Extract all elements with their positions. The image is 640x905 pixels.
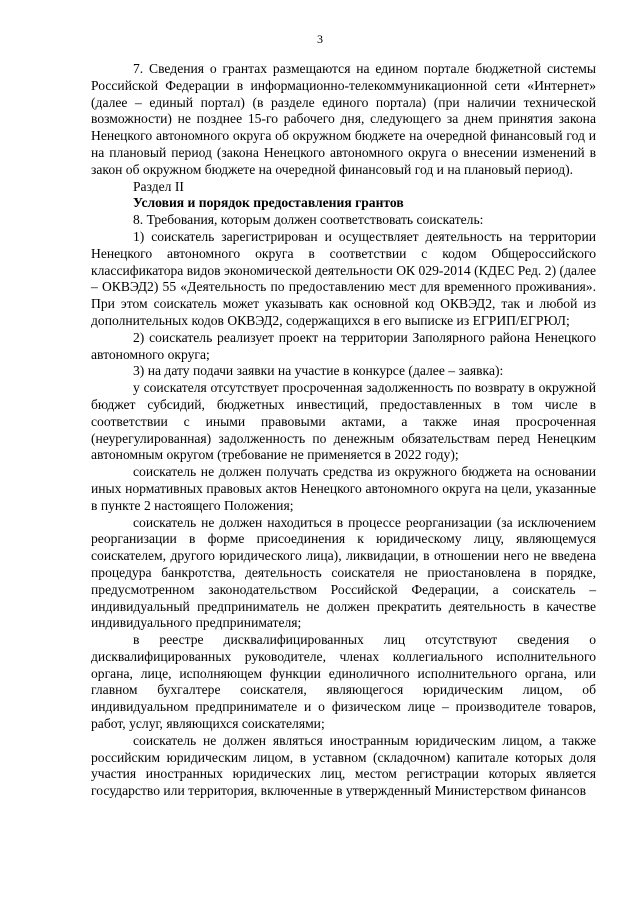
paragraph: соискатель не должен находиться в процессе реорганизации (за исключением реорганизации в форме присоединения к юридическому лицу, являющемуся соискателем, другого юридического лица), ликвидации, в отношении него не введена процедура банкротства, деятельность соискателя не приостановлена в порядке, предусмотренном законодательством Российской Федерации, а соискатель – индивидуальный предприниматель не должен прекратить деятельность в качестве индивидуального предпринимателя; <box>91 514 596 631</box>
paragraph: 1) соискатель зарегистрирован и осуществляет деятельность на территории Ненецкого автономного округа в соответствии с кодом Общероссийского классификатора видов экономической деятельности ОК 029-2014 (КДЕС Ред. 2) (далее – ОКВЭД2) 55 «Деятельность по предоставлению мест для временного проживания». При этом соискатель может указывать как основной код ОКВЭД2, так и любой из дополнительных кодов ОКВЭД2, содержащихся в его выписке из ЕГРИП/ЕГРЮЛ; <box>91 228 596 328</box>
paragraph: 8. Требования, которым должен соответствовать соискатель: <box>133 212 484 228</box>
section-label: Раздел II <box>133 178 184 194</box>
paragraph-7: 7. Сведения о грантах размещаются на едином портале бюджетной системы Российской Федерации в информационно-телекоммуникационной сети «Интернет» (далее – единый портал) (в разделе единого портала) (при наличии технической возможности) не позднее 15-го рабочего дня, следующего за днем принятия закона Ненецкого автономного округа об окружном бюджете на очередной финансовый год и на плановый период (закона Ненецкого автономного округа о внесении изменений в закон об окружном бюджете на очередной финансовый год и на плановый период). <box>91 61 596 177</box>
section-title: Условия и порядок предоставления грантов <box>133 195 404 211</box>
paragraph: 3) на дату подачи заявки на участие в конкурсе (далее – заявка): <box>133 363 504 379</box>
paragraph: соискатель не должен являться иностранным юридическим лицом, а также российским юридическим лицом, в уставном (складочном) капитале которых доля участия иностранных юридических лиц, местом регистрации которых является государство или территория, включенные в утвержденный Министерством финансов <box>91 732 596 799</box>
document-body <box>91 61 596 800</box>
paragraph: у соискателя отсутствует просроченная задолженность по возврату в окружной бюджет субсидий, бюджетных инвестиций, предоставленных в том числе в соответствии с иными правовыми актами, а также иная просроченная (неурегулированная) задолженность по денежным обязательствам перед Ненецким автономным округом (требование не применяется в 2022 году); <box>91 380 596 463</box>
paragraph: соискатель не должен получать средства из окружного бюджета на основании иных нормативных правовых актов Ненецкого автономного округа на цели, указанные в пункте 2 настоящего Положения; <box>91 464 596 513</box>
page-number: 3 <box>317 32 323 46</box>
paragraph: в реестре дисквалифицированных лиц отсутствуют сведения о дисквалифицированных руководителе, членах коллегиального исполнительного органа, лице, исполняющем функции единоличного исполнительного органа, или главном бухгалтере соискателя, являющегося юридическим лицом, об индивидуальном предпринимателе и о физическом лице – производителе товаров, работ, услуг, являющихся соискателями; <box>91 632 596 732</box>
paragraph: 2) соискатель реализует проект на территории Заполярного района Ненецкого автономного округа; <box>91 329 596 362</box>
